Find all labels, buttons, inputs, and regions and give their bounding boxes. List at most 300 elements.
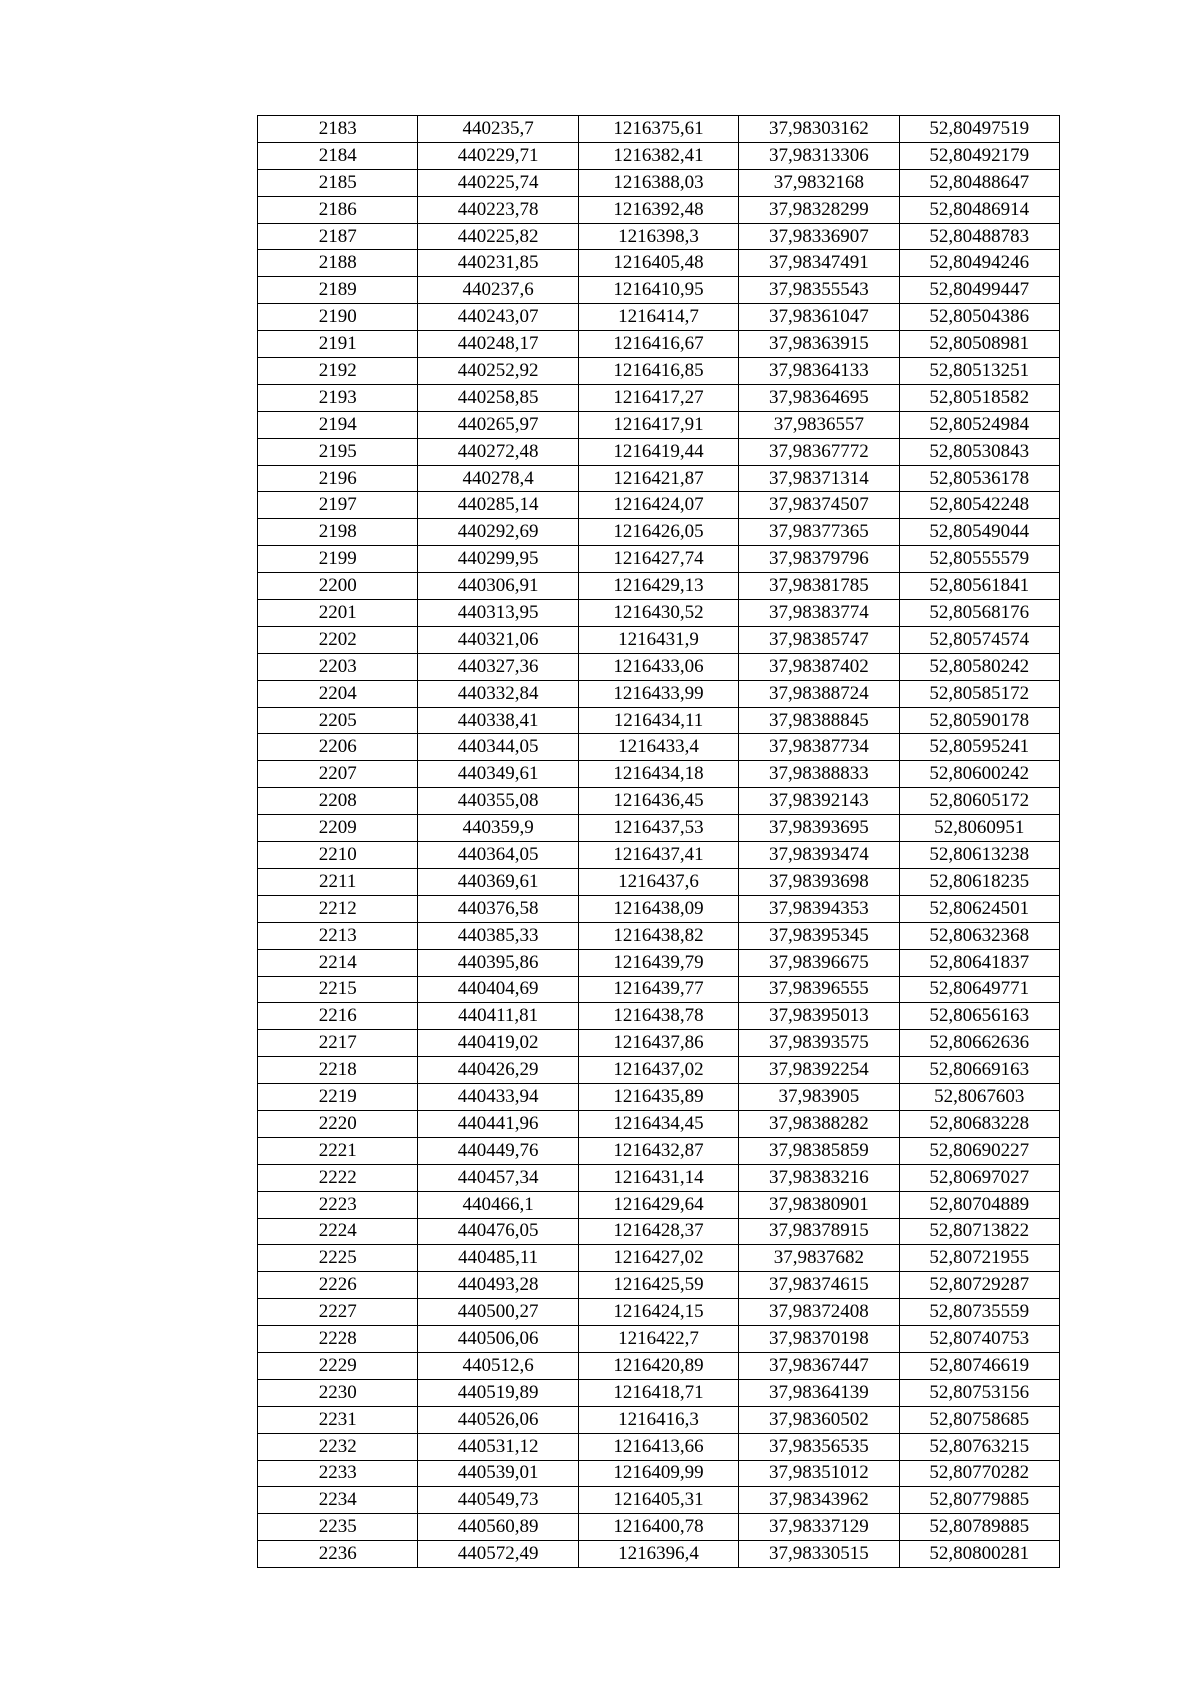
table-row bbox=[258, 1406, 1060, 1433]
table-row bbox=[258, 1460, 1060, 1487]
x-coordinate-cell: 440235,7 bbox=[418, 116, 578, 143]
longitude-cell: 37,98371314 bbox=[739, 465, 899, 492]
table-row bbox=[258, 815, 1060, 842]
latitude-cell: 52,80568176 bbox=[899, 600, 1059, 627]
longitude-cell: 37,98393575 bbox=[739, 1030, 899, 1057]
point-number-cell: 2197 bbox=[258, 492, 418, 519]
point-number-cell: 2234 bbox=[258, 1487, 418, 1514]
y-coordinate-cell: 1216421,87 bbox=[578, 465, 738, 492]
point-number-cell: 2225 bbox=[258, 1245, 418, 1272]
table-row bbox=[258, 1433, 1060, 1460]
x-coordinate-cell: 440229,71 bbox=[418, 142, 578, 169]
latitude-cell: 52,80494246 bbox=[899, 250, 1059, 277]
latitude-cell: 52,80555579 bbox=[899, 546, 1059, 573]
longitude-cell: 37,98393695 bbox=[739, 815, 899, 842]
latitude-cell: 52,80542248 bbox=[899, 492, 1059, 519]
y-coordinate-cell: 1216431,9 bbox=[578, 626, 738, 653]
x-coordinate-cell: 440237,6 bbox=[418, 277, 578, 304]
longitude-cell: 37,98328299 bbox=[739, 196, 899, 223]
longitude-cell: 37,98364133 bbox=[739, 358, 899, 385]
y-coordinate-cell: 1216431,14 bbox=[578, 1164, 738, 1191]
y-coordinate-cell: 1216428,37 bbox=[578, 1218, 738, 1245]
longitude-cell: 37,98385747 bbox=[739, 626, 899, 653]
table-row bbox=[258, 1326, 1060, 1353]
y-coordinate-cell: 1216426,05 bbox=[578, 519, 738, 546]
point-number-cell: 2219 bbox=[258, 1084, 418, 1111]
point-number-cell: 2190 bbox=[258, 304, 418, 331]
latitude-cell: 52,80580242 bbox=[899, 653, 1059, 680]
x-coordinate-cell: 440411,81 bbox=[418, 1003, 578, 1030]
longitude-cell: 37,98343962 bbox=[739, 1487, 899, 1514]
longitude-cell: 37,98392254 bbox=[739, 1057, 899, 1084]
longitude-cell: 37,98379796 bbox=[739, 546, 899, 573]
point-number-cell: 2232 bbox=[258, 1433, 418, 1460]
longitude-cell: 37,98347491 bbox=[739, 250, 899, 277]
x-coordinate-cell: 440252,92 bbox=[418, 358, 578, 385]
coordinates-table bbox=[257, 115, 1060, 1568]
longitude-cell: 37,98313306 bbox=[739, 142, 899, 169]
y-coordinate-cell: 1216432,87 bbox=[578, 1137, 738, 1164]
point-number-cell: 2193 bbox=[258, 384, 418, 411]
table-row bbox=[258, 734, 1060, 761]
longitude-cell: 37,98372408 bbox=[739, 1299, 899, 1326]
point-number-cell: 2221 bbox=[258, 1137, 418, 1164]
point-number-cell: 2220 bbox=[258, 1110, 418, 1137]
y-coordinate-cell: 1216400,78 bbox=[578, 1514, 738, 1541]
table-row bbox=[258, 1057, 1060, 1084]
y-coordinate-cell: 1216424,15 bbox=[578, 1299, 738, 1326]
table-row bbox=[258, 465, 1060, 492]
longitude-cell: 37,98392143 bbox=[739, 788, 899, 815]
point-number-cell: 2189 bbox=[258, 277, 418, 304]
table-row bbox=[258, 331, 1060, 358]
x-coordinate-cell: 440404,69 bbox=[418, 976, 578, 1003]
y-coordinate-cell: 1216429,64 bbox=[578, 1191, 738, 1218]
y-coordinate-cell: 1216409,99 bbox=[578, 1460, 738, 1487]
table-row bbox=[258, 250, 1060, 277]
x-coordinate-cell: 440466,1 bbox=[418, 1191, 578, 1218]
latitude-cell: 52,80704889 bbox=[899, 1191, 1059, 1218]
table-row bbox=[258, 1352, 1060, 1379]
y-coordinate-cell: 1216392,48 bbox=[578, 196, 738, 223]
y-coordinate-cell: 1216434,11 bbox=[578, 707, 738, 734]
point-number-cell: 2198 bbox=[258, 519, 418, 546]
y-coordinate-cell: 1216437,6 bbox=[578, 868, 738, 895]
x-coordinate-cell: 440385,33 bbox=[418, 922, 578, 949]
point-number-cell: 2228 bbox=[258, 1326, 418, 1353]
y-coordinate-cell: 1216396,4 bbox=[578, 1541, 738, 1568]
x-coordinate-cell: 440225,82 bbox=[418, 223, 578, 250]
longitude-cell: 37,98330515 bbox=[739, 1541, 899, 1568]
table-row bbox=[258, 1272, 1060, 1299]
y-coordinate-cell: 1216430,52 bbox=[578, 600, 738, 627]
x-coordinate-cell: 440248,17 bbox=[418, 331, 578, 358]
y-coordinate-cell: 1216439,77 bbox=[578, 976, 738, 1003]
table-row bbox=[258, 949, 1060, 976]
point-number-cell: 2199 bbox=[258, 546, 418, 573]
latitude-cell: 52,80789885 bbox=[899, 1514, 1059, 1541]
point-number-cell: 2215 bbox=[258, 976, 418, 1003]
table-row bbox=[258, 438, 1060, 465]
x-coordinate-cell: 440265,97 bbox=[418, 411, 578, 438]
point-number-cell: 2211 bbox=[258, 868, 418, 895]
latitude-cell: 52,80779885 bbox=[899, 1487, 1059, 1514]
latitude-cell: 52,80549044 bbox=[899, 519, 1059, 546]
latitude-cell: 52,80624501 bbox=[899, 895, 1059, 922]
x-coordinate-cell: 440223,78 bbox=[418, 196, 578, 223]
x-coordinate-cell: 440519,89 bbox=[418, 1379, 578, 1406]
point-number-cell: 2192 bbox=[258, 358, 418, 385]
point-number-cell: 2201 bbox=[258, 600, 418, 627]
x-coordinate-cell: 440332,84 bbox=[418, 680, 578, 707]
longitude-cell: 37,98395013 bbox=[739, 1003, 899, 1030]
point-number-cell: 2236 bbox=[258, 1541, 418, 1568]
latitude-cell: 52,80669163 bbox=[899, 1057, 1059, 1084]
point-number-cell: 2188 bbox=[258, 250, 418, 277]
latitude-cell: 52,80488783 bbox=[899, 223, 1059, 250]
latitude-cell: 52,80486914 bbox=[899, 196, 1059, 223]
y-coordinate-cell: 1216420,89 bbox=[578, 1352, 738, 1379]
y-coordinate-cell: 1216422,7 bbox=[578, 1326, 738, 1353]
latitude-cell: 52,80530843 bbox=[899, 438, 1059, 465]
latitude-cell: 52,80735559 bbox=[899, 1299, 1059, 1326]
table-row bbox=[258, 1245, 1060, 1272]
latitude-cell: 52,80800281 bbox=[899, 1541, 1059, 1568]
longitude-cell: 37,98394353 bbox=[739, 895, 899, 922]
latitude-cell: 52,80770282 bbox=[899, 1460, 1059, 1487]
latitude-cell: 52,80561841 bbox=[899, 573, 1059, 600]
longitude-cell: 37,98356535 bbox=[739, 1433, 899, 1460]
y-coordinate-cell: 1216436,45 bbox=[578, 788, 738, 815]
latitude-cell: 52,80499447 bbox=[899, 277, 1059, 304]
x-coordinate-cell: 440395,86 bbox=[418, 949, 578, 976]
longitude-cell: 37,98385859 bbox=[739, 1137, 899, 1164]
x-coordinate-cell: 440338,41 bbox=[418, 707, 578, 734]
table-row bbox=[258, 384, 1060, 411]
x-coordinate-cell: 440549,73 bbox=[418, 1487, 578, 1514]
x-coordinate-cell: 440512,6 bbox=[418, 1352, 578, 1379]
point-number-cell: 2224 bbox=[258, 1218, 418, 1245]
longitude-cell: 37,98388845 bbox=[739, 707, 899, 734]
latitude-cell: 52,80488647 bbox=[899, 169, 1059, 196]
x-coordinate-cell: 440292,69 bbox=[418, 519, 578, 546]
table-row bbox=[258, 277, 1060, 304]
point-number-cell: 2194 bbox=[258, 411, 418, 438]
y-coordinate-cell: 1216416,67 bbox=[578, 331, 738, 358]
point-number-cell: 2231 bbox=[258, 1406, 418, 1433]
longitude-cell: 37,98387402 bbox=[739, 653, 899, 680]
latitude-cell: 52,80713822 bbox=[899, 1218, 1059, 1245]
table-row bbox=[258, 411, 1060, 438]
table-row bbox=[258, 1514, 1060, 1541]
x-coordinate-cell: 440225,74 bbox=[418, 169, 578, 196]
table-row bbox=[258, 1030, 1060, 1057]
point-number-cell: 2210 bbox=[258, 842, 418, 869]
latitude-cell: 52,80763215 bbox=[899, 1433, 1059, 1460]
latitude-cell: 52,80697027 bbox=[899, 1164, 1059, 1191]
y-coordinate-cell: 1216418,71 bbox=[578, 1379, 738, 1406]
point-number-cell: 2222 bbox=[258, 1164, 418, 1191]
latitude-cell: 52,8067603 bbox=[899, 1084, 1059, 1111]
longitude-cell: 37,9832168 bbox=[739, 169, 899, 196]
longitude-cell: 37,98367772 bbox=[739, 438, 899, 465]
longitude-cell: 37,98388282 bbox=[739, 1110, 899, 1137]
latitude-cell: 52,80690227 bbox=[899, 1137, 1059, 1164]
latitude-cell: 52,80641837 bbox=[899, 949, 1059, 976]
table-row bbox=[258, 492, 1060, 519]
table-row bbox=[258, 1541, 1060, 1568]
x-coordinate-cell: 440327,36 bbox=[418, 653, 578, 680]
table-row bbox=[258, 1164, 1060, 1191]
longitude-cell: 37,98383774 bbox=[739, 600, 899, 627]
longitude-cell: 37,98374615 bbox=[739, 1272, 899, 1299]
point-number-cell: 2205 bbox=[258, 707, 418, 734]
longitude-cell: 37,9836557 bbox=[739, 411, 899, 438]
point-number-cell: 2212 bbox=[258, 895, 418, 922]
latitude-cell: 52,80605172 bbox=[899, 788, 1059, 815]
point-number-cell: 2235 bbox=[258, 1514, 418, 1541]
longitude-cell: 37,98377365 bbox=[739, 519, 899, 546]
table-row bbox=[258, 546, 1060, 573]
x-coordinate-cell: 440364,05 bbox=[418, 842, 578, 869]
longitude-cell: 37,98361047 bbox=[739, 304, 899, 331]
x-coordinate-cell: 440243,07 bbox=[418, 304, 578, 331]
point-number-cell: 2191 bbox=[258, 331, 418, 358]
table-row bbox=[258, 976, 1060, 1003]
longitude-cell: 37,98393698 bbox=[739, 868, 899, 895]
point-number-cell: 2183 bbox=[258, 116, 418, 143]
y-coordinate-cell: 1216438,78 bbox=[578, 1003, 738, 1030]
y-coordinate-cell: 1216382,41 bbox=[578, 142, 738, 169]
latitude-cell: 52,80518582 bbox=[899, 384, 1059, 411]
point-number-cell: 2204 bbox=[258, 680, 418, 707]
longitude-cell: 37,98381785 bbox=[739, 573, 899, 600]
longitude-cell: 37,98360502 bbox=[739, 1406, 899, 1433]
table-row bbox=[258, 223, 1060, 250]
x-coordinate-cell: 440560,89 bbox=[418, 1514, 578, 1541]
x-coordinate-cell: 440313,95 bbox=[418, 600, 578, 627]
x-coordinate-cell: 440285,14 bbox=[418, 492, 578, 519]
longitude-cell: 37,98380901 bbox=[739, 1191, 899, 1218]
y-coordinate-cell: 1216398,3 bbox=[578, 223, 738, 250]
table-row bbox=[258, 1487, 1060, 1514]
y-coordinate-cell: 1216437,86 bbox=[578, 1030, 738, 1057]
latitude-cell: 52,80613238 bbox=[899, 842, 1059, 869]
latitude-cell: 52,8060951 bbox=[899, 815, 1059, 842]
x-coordinate-cell: 440355,08 bbox=[418, 788, 578, 815]
point-number-cell: 2186 bbox=[258, 196, 418, 223]
longitude-cell: 37,98370198 bbox=[739, 1326, 899, 1353]
longitude-cell: 37,98378915 bbox=[739, 1218, 899, 1245]
table-row bbox=[258, 1003, 1060, 1030]
y-coordinate-cell: 1216425,59 bbox=[578, 1272, 738, 1299]
longitude-cell: 37,98363915 bbox=[739, 331, 899, 358]
table-row bbox=[258, 1218, 1060, 1245]
y-coordinate-cell: 1216433,06 bbox=[578, 653, 738, 680]
longitude-cell: 37,98388833 bbox=[739, 761, 899, 788]
y-coordinate-cell: 1216413,66 bbox=[578, 1433, 738, 1460]
y-coordinate-cell: 1216437,53 bbox=[578, 815, 738, 842]
x-coordinate-cell: 440572,49 bbox=[418, 1541, 578, 1568]
table-row bbox=[258, 304, 1060, 331]
latitude-cell: 52,80632368 bbox=[899, 922, 1059, 949]
x-coordinate-cell: 440272,48 bbox=[418, 438, 578, 465]
x-coordinate-cell: 440306,91 bbox=[418, 573, 578, 600]
point-number-cell: 2227 bbox=[258, 1299, 418, 1326]
point-number-cell: 2187 bbox=[258, 223, 418, 250]
y-coordinate-cell: 1216424,07 bbox=[578, 492, 738, 519]
latitude-cell: 52,80740753 bbox=[899, 1326, 1059, 1353]
y-coordinate-cell: 1216414,7 bbox=[578, 304, 738, 331]
table-row bbox=[258, 788, 1060, 815]
y-coordinate-cell: 1216437,41 bbox=[578, 842, 738, 869]
table-row bbox=[258, 707, 1060, 734]
table-row bbox=[258, 196, 1060, 223]
y-coordinate-cell: 1216434,45 bbox=[578, 1110, 738, 1137]
longitude-cell: 37,98374507 bbox=[739, 492, 899, 519]
longitude-cell: 37,98364139 bbox=[739, 1379, 899, 1406]
x-coordinate-cell: 440526,06 bbox=[418, 1406, 578, 1433]
point-number-cell: 2206 bbox=[258, 734, 418, 761]
table-row bbox=[258, 573, 1060, 600]
latitude-cell: 52,80513251 bbox=[899, 358, 1059, 385]
y-coordinate-cell: 1216417,91 bbox=[578, 411, 738, 438]
x-coordinate-cell: 440359,9 bbox=[418, 815, 578, 842]
longitude-cell: 37,98303162 bbox=[739, 116, 899, 143]
longitude-cell: 37,98387734 bbox=[739, 734, 899, 761]
point-number-cell: 2209 bbox=[258, 815, 418, 842]
table-row bbox=[258, 142, 1060, 169]
point-number-cell: 2195 bbox=[258, 438, 418, 465]
latitude-cell: 52,80656163 bbox=[899, 1003, 1059, 1030]
longitude-cell: 37,98393474 bbox=[739, 842, 899, 869]
point-number-cell: 2213 bbox=[258, 922, 418, 949]
table-row bbox=[258, 922, 1060, 949]
x-coordinate-cell: 440485,11 bbox=[418, 1245, 578, 1272]
point-number-cell: 2203 bbox=[258, 653, 418, 680]
x-coordinate-cell: 440433,94 bbox=[418, 1084, 578, 1111]
table-row bbox=[258, 1379, 1060, 1406]
longitude-cell: 37,98351012 bbox=[739, 1460, 899, 1487]
y-coordinate-cell: 1216417,27 bbox=[578, 384, 738, 411]
x-coordinate-cell: 440344,05 bbox=[418, 734, 578, 761]
longitude-cell: 37,98395345 bbox=[739, 922, 899, 949]
y-coordinate-cell: 1216405,48 bbox=[578, 250, 738, 277]
latitude-cell: 52,80618235 bbox=[899, 868, 1059, 895]
point-number-cell: 2216 bbox=[258, 1003, 418, 1030]
latitude-cell: 52,80746619 bbox=[899, 1352, 1059, 1379]
latitude-cell: 52,80508981 bbox=[899, 331, 1059, 358]
table-row bbox=[258, 1137, 1060, 1164]
y-coordinate-cell: 1216435,89 bbox=[578, 1084, 738, 1111]
y-coordinate-cell: 1216416,85 bbox=[578, 358, 738, 385]
table-row bbox=[258, 653, 1060, 680]
table-row bbox=[258, 1084, 1060, 1111]
point-number-cell: 2207 bbox=[258, 761, 418, 788]
y-coordinate-cell: 1216433,4 bbox=[578, 734, 738, 761]
y-coordinate-cell: 1216438,09 bbox=[578, 895, 738, 922]
y-coordinate-cell: 1216433,99 bbox=[578, 680, 738, 707]
longitude-cell: 37,98396555 bbox=[739, 976, 899, 1003]
point-number-cell: 2208 bbox=[258, 788, 418, 815]
point-number-cell: 2196 bbox=[258, 465, 418, 492]
point-number-cell: 2230 bbox=[258, 1379, 418, 1406]
x-coordinate-cell: 440426,29 bbox=[418, 1057, 578, 1084]
y-coordinate-cell: 1216439,79 bbox=[578, 949, 738, 976]
latitude-cell: 52,80585172 bbox=[899, 680, 1059, 707]
x-coordinate-cell: 440231,85 bbox=[418, 250, 578, 277]
table-row bbox=[258, 358, 1060, 385]
latitude-cell: 52,80574574 bbox=[899, 626, 1059, 653]
y-coordinate-cell: 1216434,18 bbox=[578, 761, 738, 788]
point-number-cell: 2218 bbox=[258, 1057, 418, 1084]
latitude-cell: 52,80758685 bbox=[899, 1406, 1059, 1433]
x-coordinate-cell: 440506,06 bbox=[418, 1326, 578, 1353]
longitude-cell: 37,98367447 bbox=[739, 1352, 899, 1379]
table-row bbox=[258, 1299, 1060, 1326]
y-coordinate-cell: 1216375,61 bbox=[578, 116, 738, 143]
latitude-cell: 52,80590178 bbox=[899, 707, 1059, 734]
latitude-cell: 52,80753156 bbox=[899, 1379, 1059, 1406]
point-number-cell: 2229 bbox=[258, 1352, 418, 1379]
x-coordinate-cell: 440476,05 bbox=[418, 1218, 578, 1245]
longitude-cell: 37,98364695 bbox=[739, 384, 899, 411]
longitude-cell: 37,98337129 bbox=[739, 1514, 899, 1541]
longitude-cell: 37,98396675 bbox=[739, 949, 899, 976]
x-coordinate-cell: 440539,01 bbox=[418, 1460, 578, 1487]
table-row bbox=[258, 868, 1060, 895]
latitude-cell: 52,80721955 bbox=[899, 1245, 1059, 1272]
x-coordinate-cell: 440441,96 bbox=[418, 1110, 578, 1137]
y-coordinate-cell: 1216427,74 bbox=[578, 546, 738, 573]
latitude-cell: 52,80662636 bbox=[899, 1030, 1059, 1057]
latitude-cell: 52,80536178 bbox=[899, 465, 1059, 492]
longitude-cell: 37,98388724 bbox=[739, 680, 899, 707]
y-coordinate-cell: 1216405,31 bbox=[578, 1487, 738, 1514]
y-coordinate-cell: 1216416,3 bbox=[578, 1406, 738, 1433]
x-coordinate-cell: 440278,4 bbox=[418, 465, 578, 492]
point-number-cell: 2226 bbox=[258, 1272, 418, 1299]
latitude-cell: 52,80600242 bbox=[899, 761, 1059, 788]
table-row bbox=[258, 600, 1060, 627]
y-coordinate-cell: 1216438,82 bbox=[578, 922, 738, 949]
longitude-cell: 37,98336907 bbox=[739, 223, 899, 250]
longitude-cell: 37,9837682 bbox=[739, 1245, 899, 1272]
y-coordinate-cell: 1216437,02 bbox=[578, 1057, 738, 1084]
table-row bbox=[258, 519, 1060, 546]
point-number-cell: 2202 bbox=[258, 626, 418, 653]
table-row bbox=[258, 761, 1060, 788]
point-number-cell: 2200 bbox=[258, 573, 418, 600]
latitude-cell: 52,80649771 bbox=[899, 976, 1059, 1003]
latitude-cell: 52,80497519 bbox=[899, 116, 1059, 143]
table-row bbox=[258, 842, 1060, 869]
x-coordinate-cell: 440531,12 bbox=[418, 1433, 578, 1460]
x-coordinate-cell: 440369,61 bbox=[418, 868, 578, 895]
point-number-cell: 2223 bbox=[258, 1191, 418, 1218]
y-coordinate-cell: 1216427,02 bbox=[578, 1245, 738, 1272]
table-row bbox=[258, 116, 1060, 143]
y-coordinate-cell: 1216419,44 bbox=[578, 438, 738, 465]
longitude-cell: 37,98383216 bbox=[739, 1164, 899, 1191]
point-number-cell: 2233 bbox=[258, 1460, 418, 1487]
table-row bbox=[258, 169, 1060, 196]
x-coordinate-cell: 440419,02 bbox=[418, 1030, 578, 1057]
y-coordinate-cell: 1216388,03 bbox=[578, 169, 738, 196]
table-row bbox=[258, 895, 1060, 922]
point-number-cell: 2184 bbox=[258, 142, 418, 169]
latitude-cell: 52,80492179 bbox=[899, 142, 1059, 169]
